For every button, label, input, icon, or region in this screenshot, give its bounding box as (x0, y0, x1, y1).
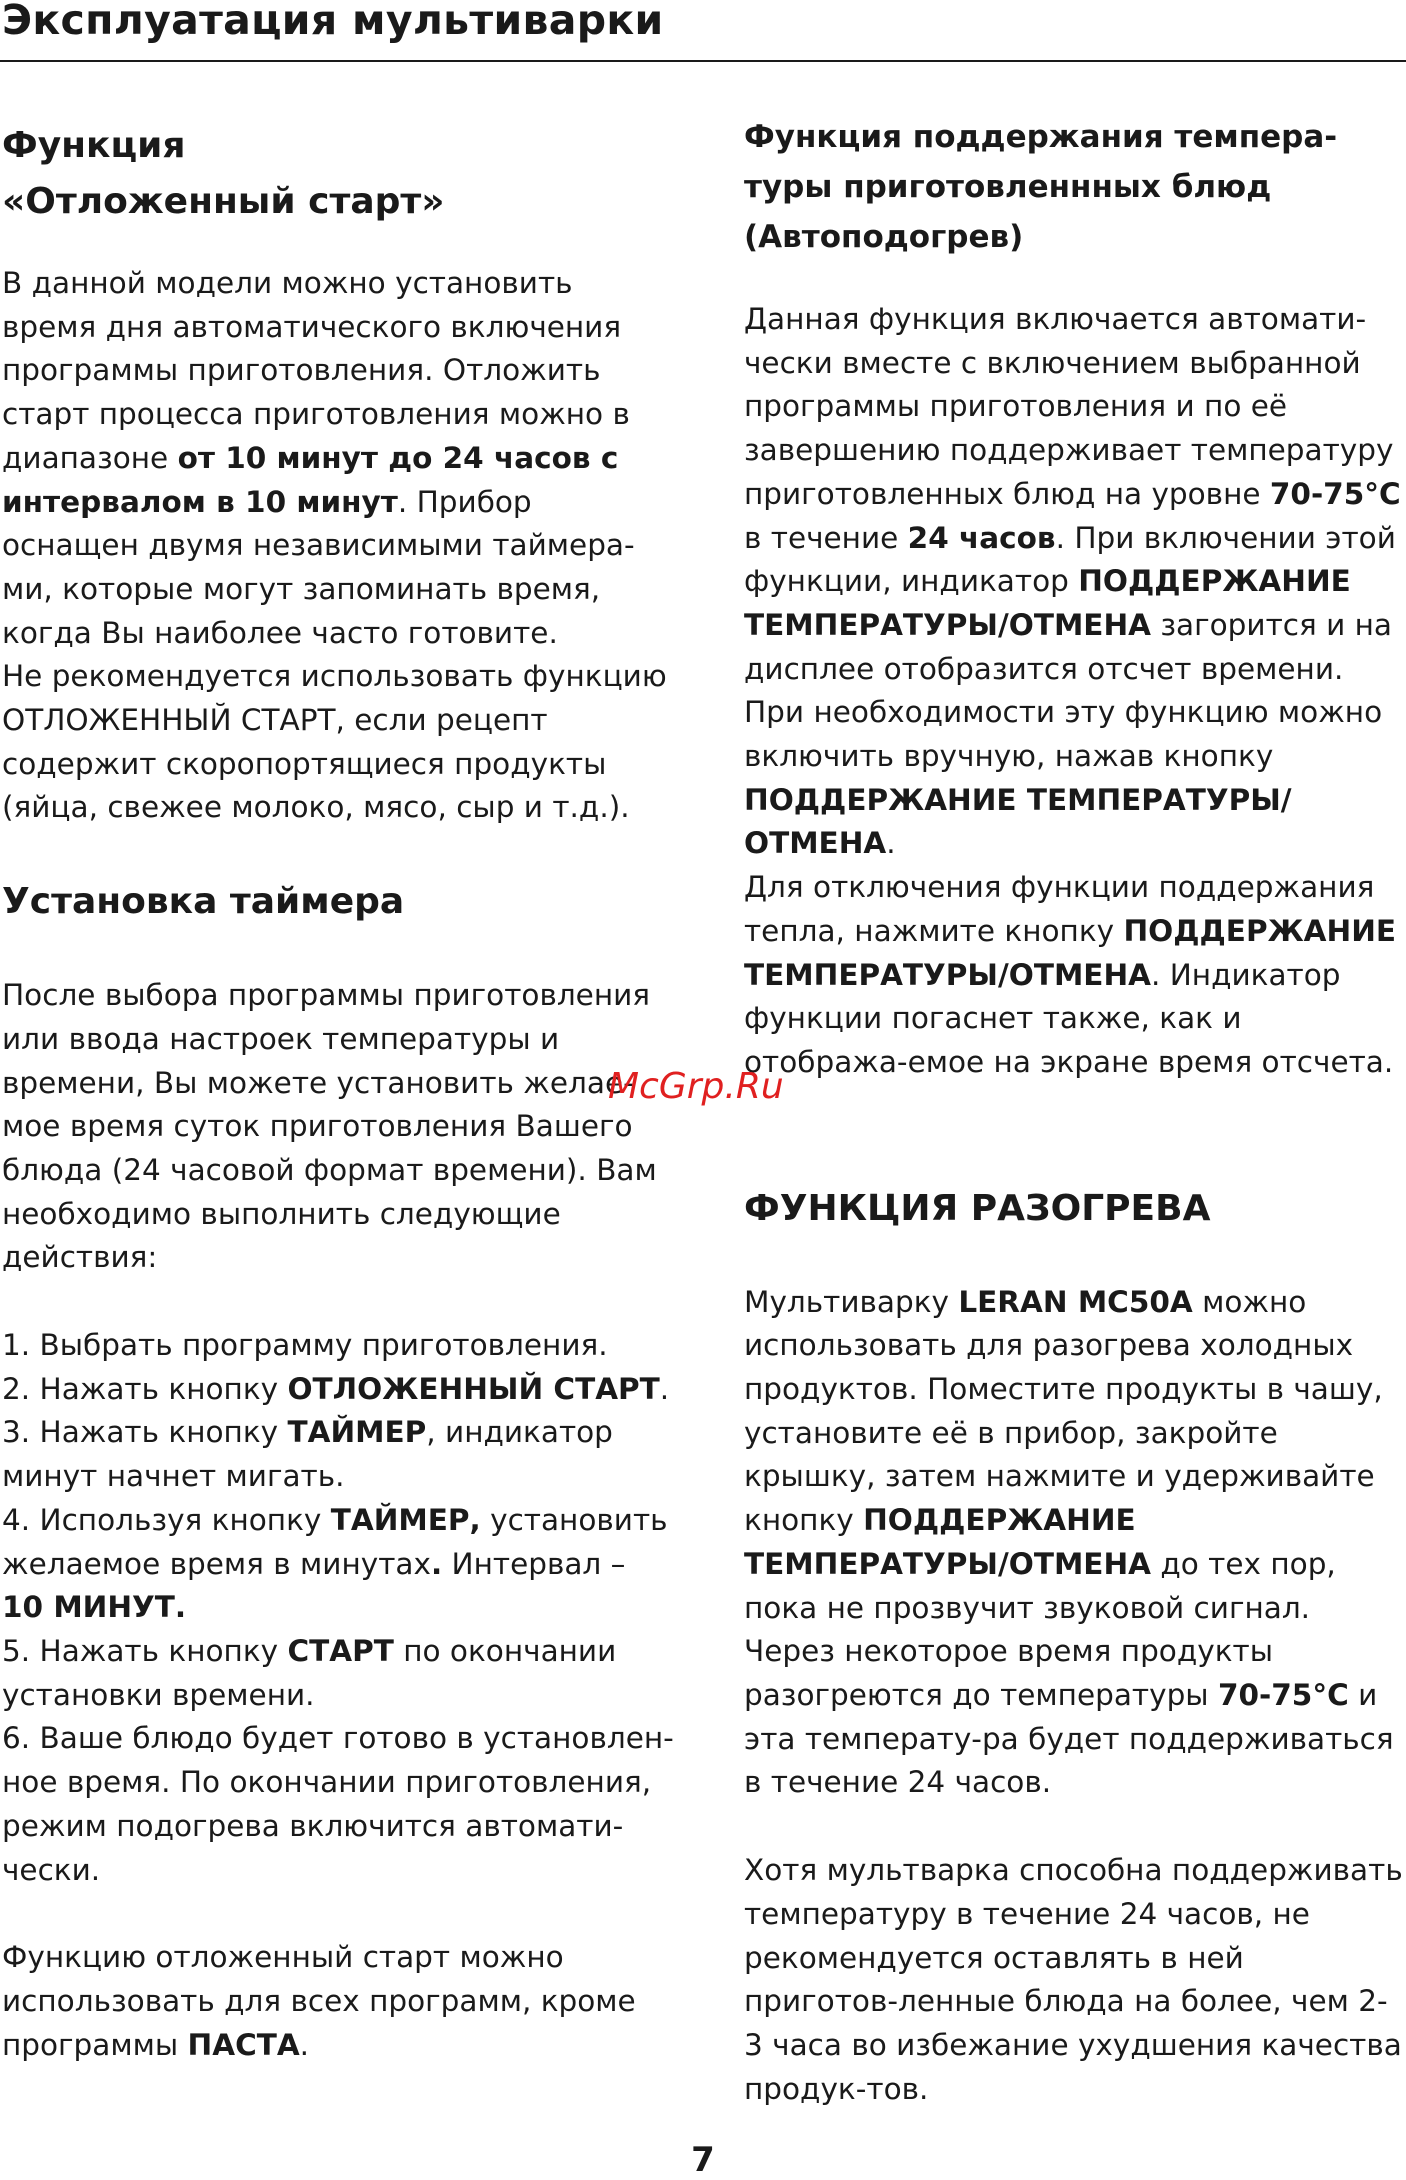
timer-step-1: 1. Выбрать программу приготовления. (2, 1328, 608, 1363)
page-header (0, 0, 1406, 62)
page-number: 7 (691, 2140, 715, 2180)
timer-step-4: 4. Используя кнопку ТАЙМЕР, установить желаемое время в минутах. Интервал – 10 МИНУТ. (2, 1502, 668, 1625)
keep-warm-heading-line1: Функция поддержания темпера- (744, 119, 1338, 155)
timer-step-3: 3. Нажать кнопку ТАЙМЕР, индикатор минут начнет мигать. (2, 1415, 613, 1494)
timer-heading: Установка таймера (2, 881, 405, 923)
page-title: Эксплуатация мультиварки (2, 0, 664, 44)
delay-start-warning: Не рекомендуется использовать функцию ОТЛОЖЕННЫЙ СТАРТ, если рецепт содержит скоропортящиеся продукты (яйца, свежее молоко, мясо, сыр и т.д.). (2, 659, 667, 825)
keep-warm-paragraph: Данная функция включается автомати-чески вместе с включением выбранной программы приготовления и по её завершению поддерживает температуру приготовленных блюд на уровне 70-75°С в течение 24 часов. При включении этой функции, индикатор ПОДДЕРЖАНИЕ ТЕМПЕРАТУРЫ/ОТМЕНА загорится и на дисплее отобразится отсчет времени. (744, 302, 1401, 686)
timer-note: Функцию отложенный старт можно использовать для всех программ, кроме программы ПАСТА. (2, 1940, 636, 2062)
watermark-text: McGrp.Ru (608, 1066, 784, 1107)
keep-warm-disable: Для отключения функции поддержания тепла, нажмите кнопку ПОДДЕРЖАНИЕ ТЕМПЕРАТУРЫ/ОТМЕНА. Индикатор функции погаснет также, как и отобража-емое на экране время отсчета. (744, 870, 1397, 1079)
reheat-warning: Хотя мультварка способна поддерживать температуру в течение 24 часов, не рекомендуется оставлять в ней приготов-ленные блюда на более, чем 2-3 часа во избежание ухудшения качества продук-тов. (744, 1853, 1403, 2106)
keep-warm-heading-line3: (Автоподогрев) (744, 219, 1024, 255)
delay-start-paragraph: В данной модели можно установить время дня автоматического включения программы приготовления. Отложить старт процесса приготовления можно в диапазоне от 10 минут до 24 часов с интервалом в 10 минут. Прибор оснащен двумя независимыми таймера-ми, которые могут запоминать время, когда Вы наиболее часто готовите. (2, 266, 635, 650)
left-column (2, 118, 674, 2067)
reheat-heading: ФУНКЦИЯ РАЗОГРЕВА (744, 1187, 1211, 1229)
delay-start-heading-line2: «Отложенный старт» (2, 181, 445, 222)
keep-warm-heading (744, 112, 1404, 262)
delay-start-heading (2, 118, 674, 230)
timer-step-2: 2. Нажать кнопку ОТЛОЖЕННЫЙ СТАРТ. (2, 1371, 670, 1406)
reheat-paragraph: Мультиварку LERAN MC50A можно использовать для разогрева холодных продуктов. Поместите продукты в чашу, установите её в прибор, закройте крышку, затем нажмите и удерживайте кнопку ПОДДЕРЖАНИЕ ТЕМПЕРАТУРЫ/ОТМЕНА до тех пор, пока не прозвучит звуковой сигнал. Через некоторое время продукты разогреются до температуры 70-75°С и эта температу-ра будет поддерживаться в течение 24 часов. (744, 1284, 1394, 1800)
timer-step-6: 6. Ваше блюдо будет готово в установлен-ное время. По окончании приготовления, режим подогрева включится автомати-чески. (2, 1721, 674, 1887)
keep-warm-heading-line2: туры приготовленнных блюд (744, 169, 1272, 205)
timer-step-5: 5. Нажать кнопку СТАРТ по окончании установки времени. (2, 1633, 617, 1712)
timer-intro: После выбора программы приготовления или ввода настроек температуры и времени, Вы можете установить желае-мое время суток приготовления Вашего блюда (24 часовой формат времени). Вам необходимо выполнить следующие действия: (2, 978, 657, 1275)
right-column (744, 118, 1404, 2111)
timer-steps (2, 1324, 674, 1892)
delay-start-heading-line1: Функция (2, 125, 186, 166)
keep-warm-manual: При необходимости эту функцию можно включить вручную, нажав кнопку ПОДДЕРЖАНИЕ ТЕМПЕРАТУРЫ/ОТМЕНА. (744, 695, 1383, 861)
